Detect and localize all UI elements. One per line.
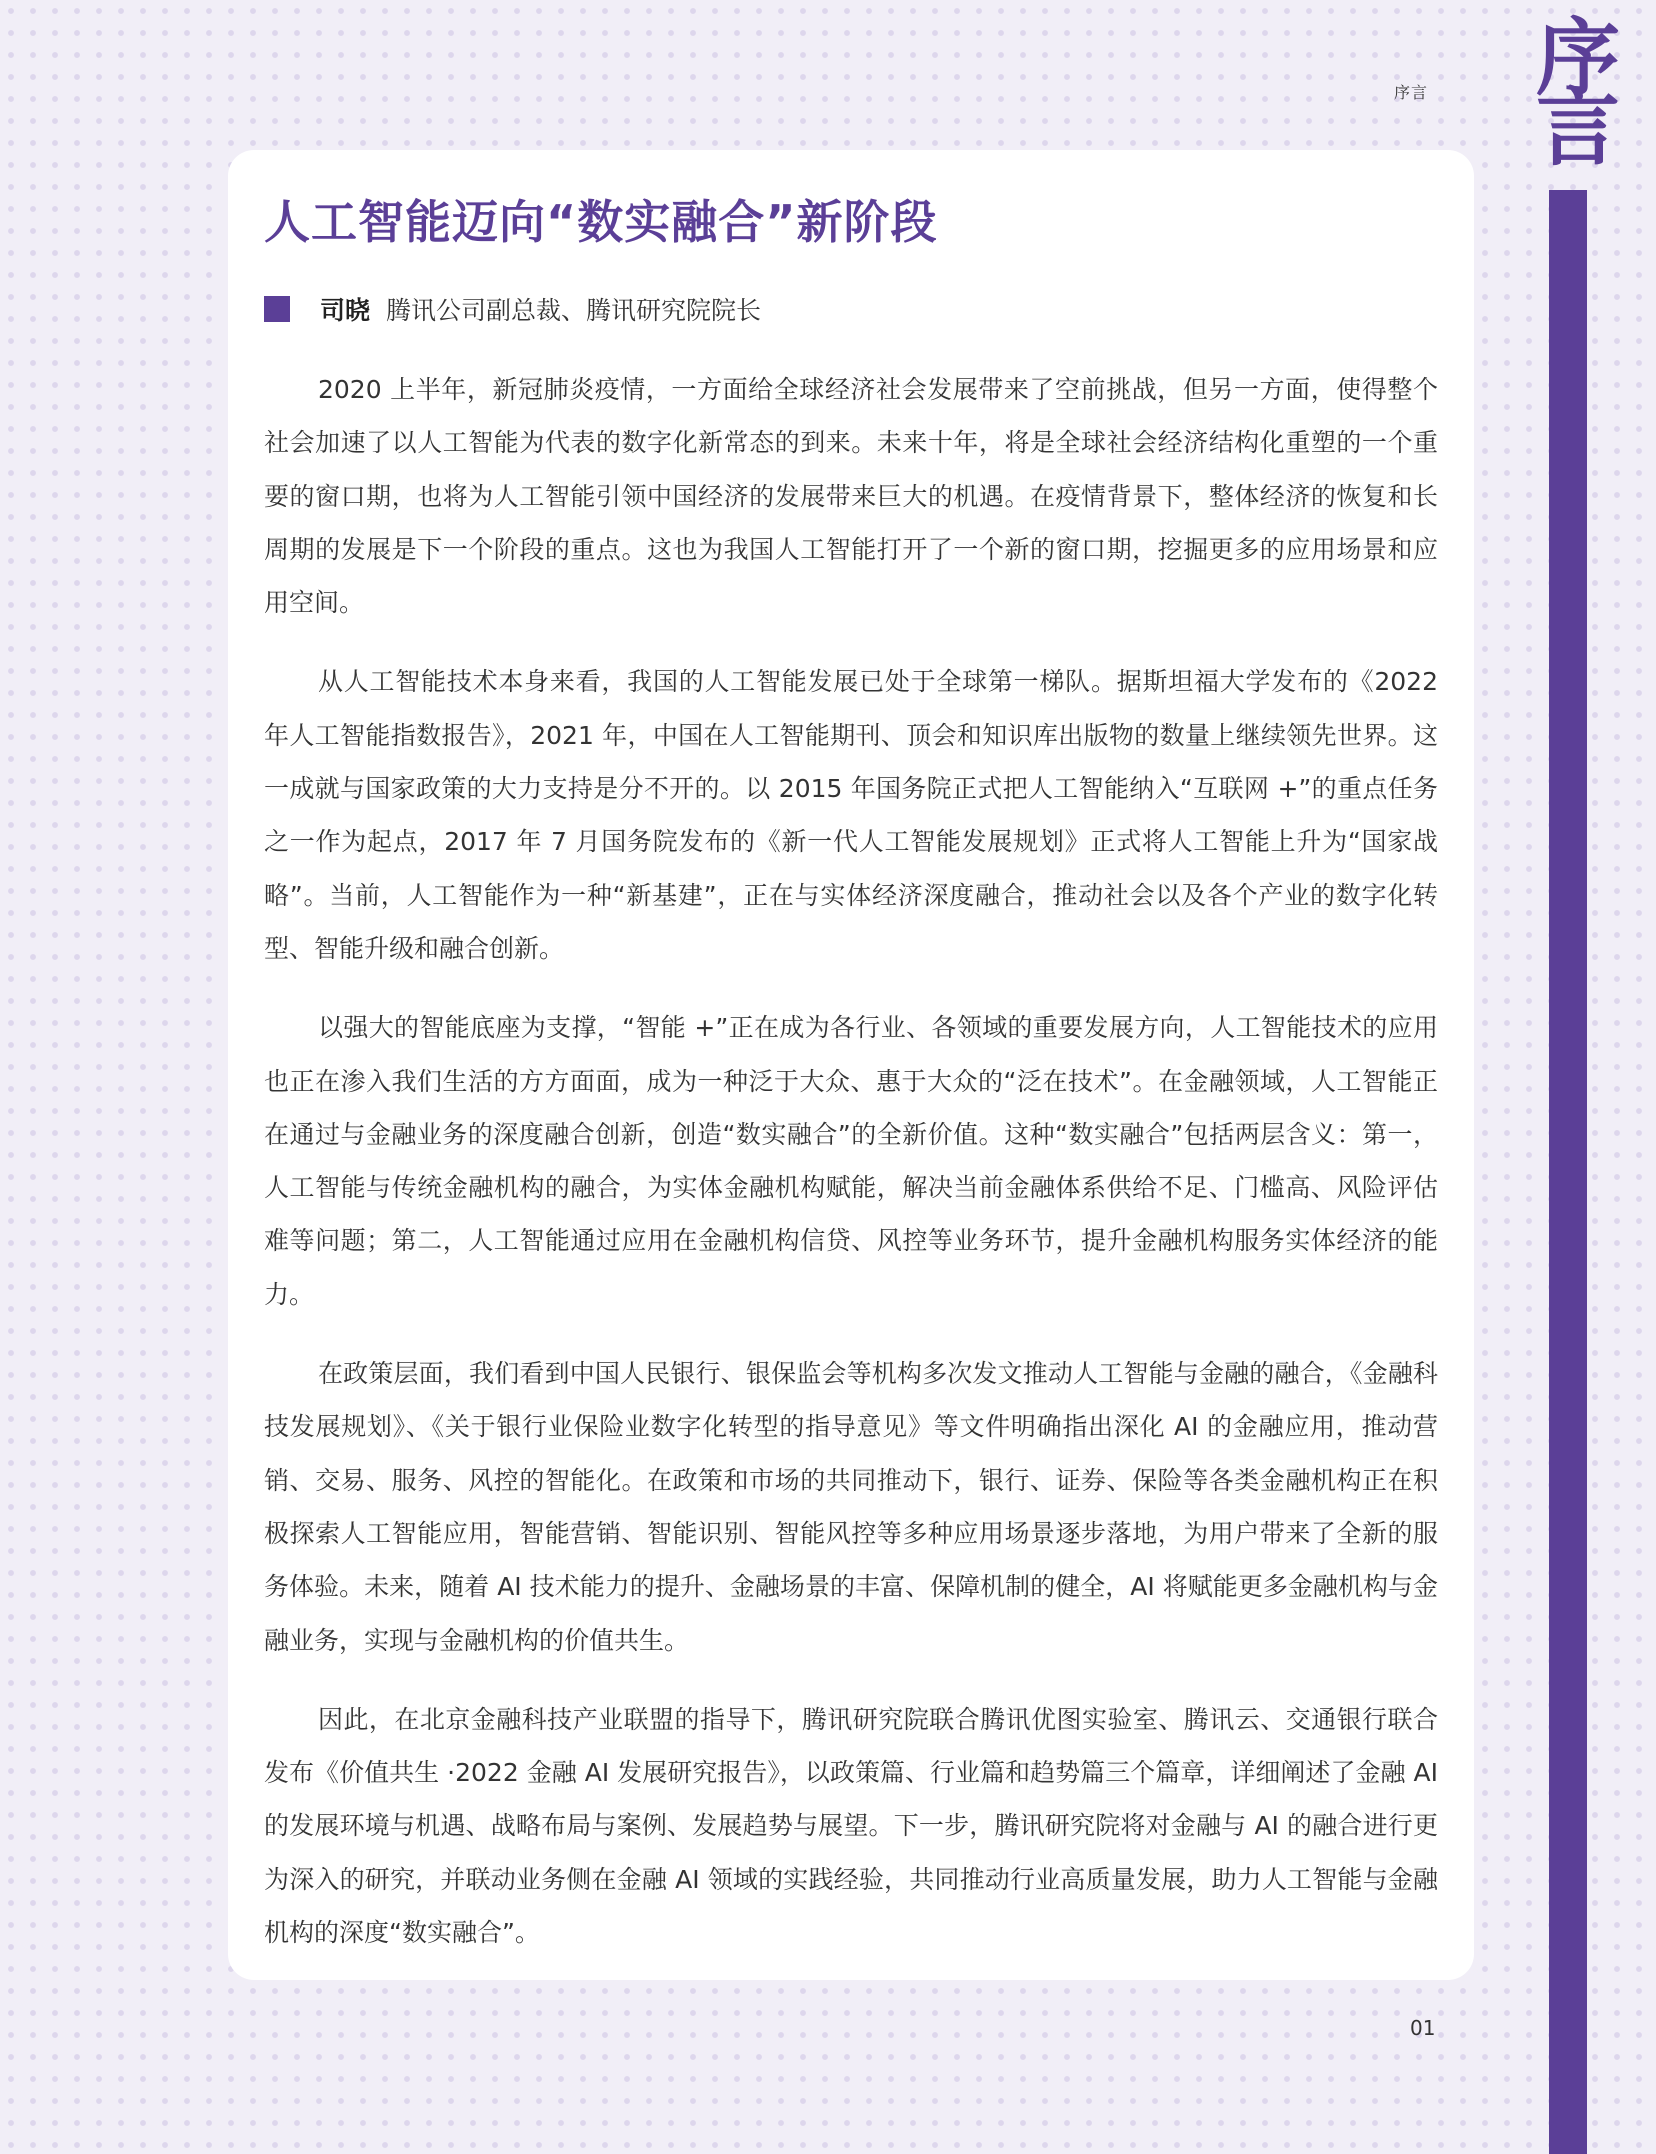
page-number: 01 [1410, 2016, 1436, 2040]
author-row [264, 292, 761, 326]
side-tab-char-2: 言 [1536, 79, 1621, 177]
article-title: 人工智能迈向“数实融合”新阶段 [264, 195, 938, 249]
paragraph-4: 在政策层面，我们看到中国人民银行、银保监会等机构多次发文推动人工智能与金融的融合，《金融科技发展规划》、《关于银行业保险业数字化转型的指导意见》等文件明确指出深化 AI 的金融应用，推动营销、交易、服务、风控的智能化。在政策和市场的共同推动下，银行、证券、保险等各类金融机构正在积极探索人工智能应用，智能营销、智能识别、智能风控等多种应用场景逐步落地，为用户带来了全新的服务体验。未来，随着 AI 技术能力的提升、金融场景的丰富、保障机制的健全，AI 将赋能更多金融机构与金融业务，实现与金融机构的价值共生。 [264, 1359, 1438, 1655]
author-name: 司晓 [320, 296, 371, 325]
bullet-square-icon [264, 296, 290, 322]
author-title: 腾讯公司副总裁、腾讯研究院院长 [386, 296, 762, 325]
paragraph-1: 2020 上半年，新冠肺炎疫情，一方面给全球经济社会发展带来了空前挑战，但另一方面，使得整个社会加速了以人工智能为代表的数字化新常态的到来。未来十年，将是全球社会经济结构化重塑的一个重要的窗口期，也将为人工智能引领中国经济的发展带来巨大的机遇。在疫情背景下，整体经济的恢复和长周期的发展是下一个阶段的重点。这也为我国人工智能打开了一个新的窗口期，挖掘更多的应用场景和应用空间。 [264, 375, 1438, 618]
article-body [264, 363, 1438, 1985]
side-accent-bar [1549, 190, 1587, 2154]
paragraph-5: 因此，在北京金融科技产业联盟的指导下，腾讯研究院联合腾讯优图实验室、腾讯云、交通银行联合发布《价值共生 ·2022 金融 AI 发展研究报告》，以政策篇、行业篇和趋势篇三个篇章，详细阐述了金融 AI 的发展环境与机遇、战略布局与案例、发展趋势与展望。下一步，腾讯研究院将对金融与 AI 的融合进行更为深入的研究，并联动业务侧在金融 AI 领域的实践经验，共同推动行业高质量发展，助力人工智能与金融机构的深度“数实融合”。 [264, 1704, 1438, 1948]
section-label: 序言 [1394, 83, 1429, 102]
paragraph-2: 从人工智能技术本身来看，我国的人工智能发展已处于全球第一梯队。据斯坦福大学发布的《2022 年人工智能指数报告》，2021 年，中国在人工智能期刊、顶会和知识库出版物的数量上继续领先世界。这一成就与国家政策的大力支持是分不开的。以 2015 年国务院正式把人工智能纳入“互联网 +”的重点任务之一作为起点，2017 年 7 月国务院发布的《新一代人工智能发展规划》正式将人工智能上升为“国家战略”。当前，人工智能作为一种“新基建”，正在与实体经济深度融合，推动社会以及各个产业的数字化转型、智能升级和融合创新。 [264, 667, 1438, 963]
paragraph-3: 以强大的智能底座为支撑，“智能 +”正在成为各行业、各领域的重要发展方向，人工智能技术的应用也正在渗入我们生活的方方面面，成为一种泛于大众、惠于大众的“泛在技术”。在金融领域，人工智能正在通过与金融业务的深度融合创新，创造“数实融合”的全新价值。这种“数实融合”包括两层含义：第一，人工智能与传统金融机构的融合，为实体金融机构赋能，解决当前金融体系供给不足、门槛高、风险评估难等问题；第二，人工智能通过应用在金融机构信贷、风控等业务环节，提升金融机构服务实体经济的能力。 [264, 1013, 1438, 1309]
side-tab-char-1: 序 [1536, 9, 1621, 107]
content-card [228, 150, 1474, 1980]
